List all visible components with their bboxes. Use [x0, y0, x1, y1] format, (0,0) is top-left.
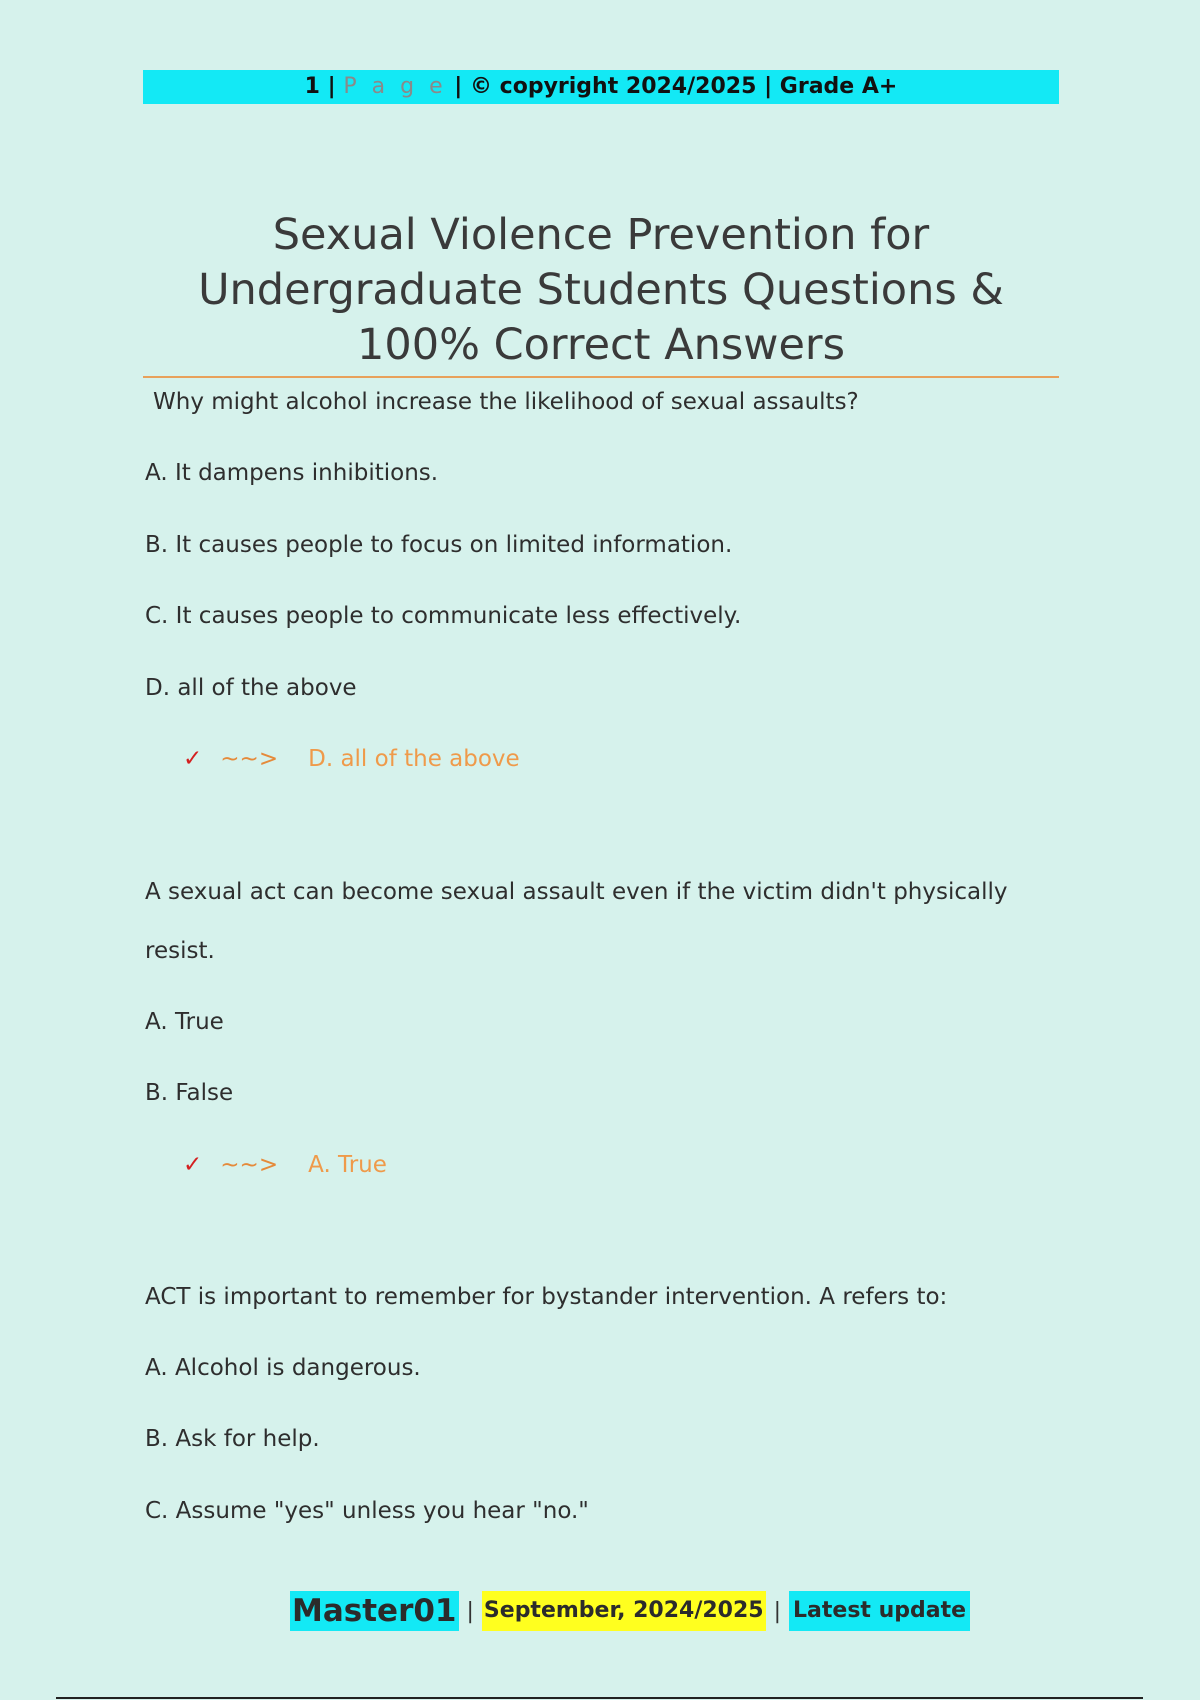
header-separator: |: [764, 74, 773, 99]
answer-text: D. all of the above: [308, 746, 520, 772]
page-number: 1: [304, 74, 320, 99]
answer-text: A. True: [308, 1152, 387, 1178]
question-2-line-2: resist.: [145, 938, 215, 964]
q1-option-a: A. It dampens inhibitions.: [145, 460, 439, 486]
copyright-text: © copyright 2024/2025: [470, 74, 757, 99]
q2-option-b: B. False: [145, 1080, 234, 1106]
header-separator: |: [454, 74, 463, 99]
document-title: Sexual Violence Prevention for Undergraduate Students Questions & 100% Correct Answers: [198, 210, 1004, 370]
arrow-icon: ~~>: [220, 1152, 279, 1178]
brand-name: Master01: [292, 1593, 457, 1629]
question-1: Why might alcohol increase the likelihood of sexual assaults?: [153, 389, 859, 415]
page-footer: [290, 1591, 970, 1631]
page-header: [143, 70, 1059, 104]
q3-option-a: A. Alcohol is dangerous.: [145, 1355, 421, 1381]
q1-option-d: D. all of the above: [145, 675, 357, 701]
grade-text: Grade A+: [779, 74, 898, 99]
check-icon: ✓: [183, 746, 203, 772]
q1-answer: [183, 746, 520, 772]
title-divider: [143, 376, 1059, 378]
q1-option-b: B. It causes people to focus on limited information.: [145, 532, 733, 558]
arrow-icon: ~~>: [220, 746, 279, 772]
q1-option-c: C. It causes people to communicate less effectively.: [145, 603, 742, 629]
page-word: P a g e: [343, 74, 447, 99]
question-3: ACT is important to remember for bystander intervention. A refers to:: [145, 1284, 948, 1310]
footer-separator: |: [773, 1598, 782, 1624]
q3-option-b: B. Ask for help.: [145, 1426, 320, 1452]
check-icon: ✓: [183, 1152, 203, 1178]
footer-separator: |: [466, 1598, 474, 1624]
header-separator: |: [327, 74, 336, 99]
q2-answer: [183, 1152, 387, 1178]
q3-option-c: C. Assume "yes" unless you hear "no.": [145, 1498, 589, 1524]
latest-update: Latest update: [789, 1591, 970, 1631]
q2-option-a: A. True: [145, 1009, 224, 1035]
question-2-line-1: A sexual act can become sexual assault even if the victim didn't physically: [145, 879, 1008, 905]
footer-date: September, 2024/2025: [482, 1591, 766, 1631]
bottom-divider: [56, 1697, 1143, 1699]
